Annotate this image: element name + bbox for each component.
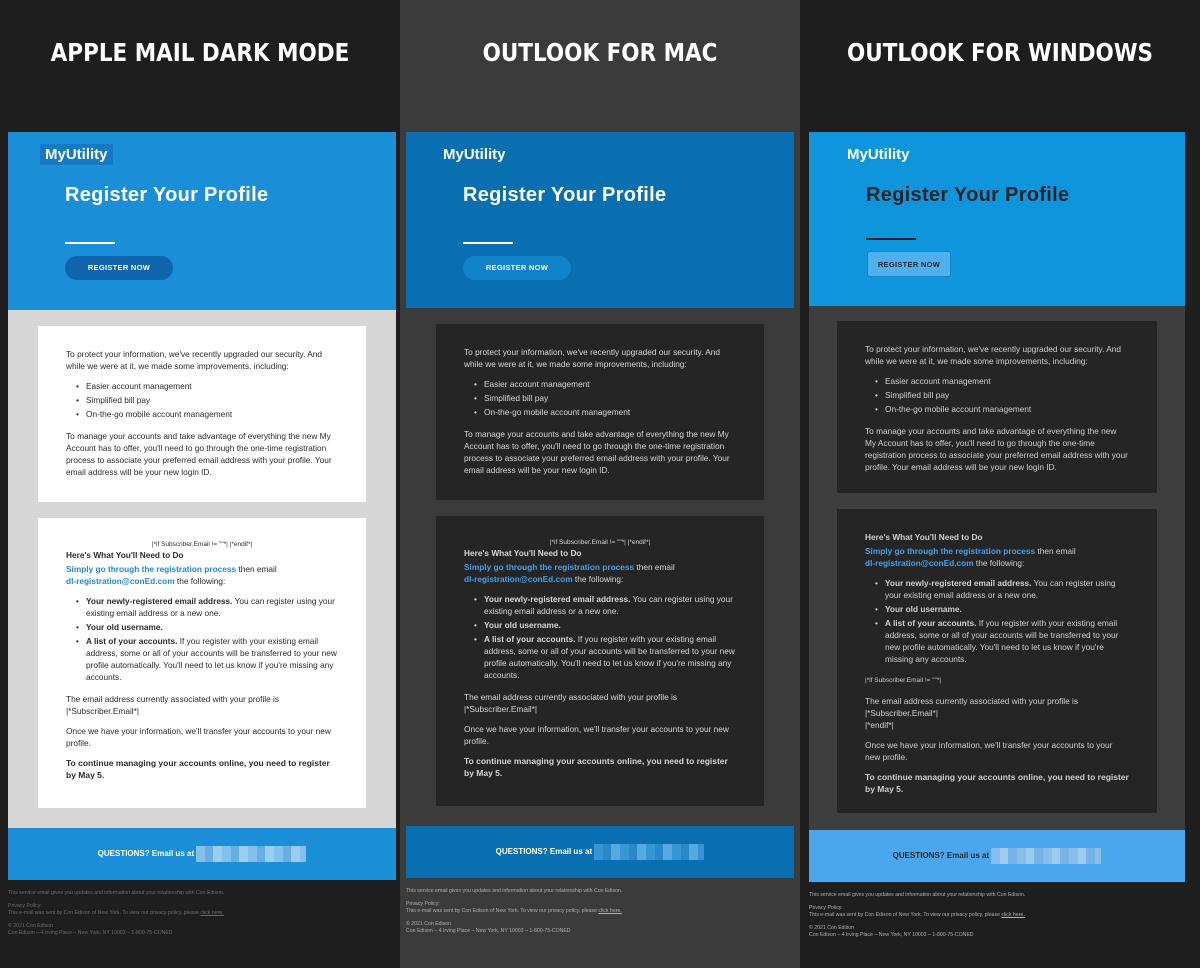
email-hero bbox=[809, 132, 1185, 306]
registration-instruction bbox=[865, 545, 1129, 569]
client-title: OUTLOOK FOR WINDOWS bbox=[846, 38, 1154, 67]
ampscript-text: |*if Subscriber.Email != ""*| |*endif*| bbox=[549, 539, 651, 546]
legal-footer bbox=[809, 882, 1185, 939]
questions-text: QUESTIONS? Email us at bbox=[97, 849, 195, 858]
list-item bbox=[76, 635, 338, 683]
instruction-text: then email bbox=[1035, 546, 1076, 556]
redacted-email[interactable] bbox=[196, 846, 306, 862]
cta-text: To continue managing your accounts online, you need to register by May 5. bbox=[464, 756, 728, 778]
list-item: • Simplified bill pay bbox=[875, 389, 1129, 401]
improvements-list bbox=[76, 380, 338, 420]
email-render bbox=[809, 132, 1185, 939]
instructions-card bbox=[436, 516, 764, 806]
email-hero bbox=[8, 132, 396, 310]
list-item: • On-the-go mobile account management bbox=[474, 406, 736, 418]
registration-link[interactable]: Simply go through the registration process bbox=[464, 562, 635, 572]
instructions-card bbox=[837, 509, 1157, 813]
item-bold: Your newly-registered email address. bbox=[86, 596, 233, 606]
registration-link[interactable]: Simply go through the registration process bbox=[66, 564, 237, 574]
ampscript-text: |*if Subscriber.Email != ""*| |*endif*| bbox=[151, 541, 253, 548]
legal-text: This e-mail was sent by Con Edison of New York. To view our privacy policy, please bbox=[809, 912, 1002, 918]
legal-text: © 2021 Con Edison bbox=[406, 921, 452, 927]
instruction-text: then email bbox=[634, 562, 675, 572]
registration-instruction bbox=[66, 563, 338, 587]
list-item: • Simplified bill pay bbox=[76, 394, 338, 406]
email-hero bbox=[406, 132, 794, 308]
privacy-link[interactable]: click here. bbox=[598, 908, 622, 914]
instruction-text: then email bbox=[236, 564, 277, 574]
questions-bar bbox=[8, 828, 396, 880]
intro-text: To protect your information, we've recently upgraded our security. And while we were at it, we made some improvements, including: bbox=[464, 347, 720, 369]
legal-text: © 2021 Con Edison bbox=[8, 923, 54, 929]
redacted-email[interactable] bbox=[991, 848, 1101, 864]
outlook-mac-panel bbox=[400, 0, 800, 968]
legal-text: This service email gives you updates and information about your relationship with Con Edison. bbox=[406, 888, 623, 894]
questions-bar bbox=[809, 830, 1185, 882]
list-item bbox=[875, 603, 1129, 615]
manage-text: To manage your accounts and take advantage of everything the new My Account has to offer, you'll need to go through the one-time registration process to associate your preferred email address with your profile. Your email address will be your new login ID. bbox=[464, 429, 730, 475]
list-item bbox=[875, 617, 1129, 665]
needs-list bbox=[76, 595, 338, 683]
hero-title: Register Your Profile bbox=[463, 184, 667, 206]
legal-footer bbox=[8, 880, 396, 937]
brand-logo: MyUtility bbox=[847, 146, 910, 163]
subscriber-email: |*Subscriber.Email*| bbox=[865, 708, 939, 718]
current-email-block bbox=[865, 695, 1129, 731]
brand-logo: MyUtility bbox=[40, 144, 113, 165]
legal-text: This service email gives you updates and information about your relationship with Con Edison. bbox=[809, 892, 1026, 898]
brand-logo: MyUtility bbox=[443, 146, 506, 163]
instruction-text: the following: bbox=[572, 574, 624, 584]
cta-text: To continue managing your accounts online, you need to register by May 5. bbox=[865, 772, 1129, 794]
legal-text: Con Edison – 4 Irving Place – New York, NY 10003 – 1-800-75-CONED bbox=[809, 932, 974, 938]
hero-divider bbox=[866, 238, 916, 240]
list-item bbox=[76, 595, 338, 619]
transfer-text: Once we have your information, we'll transfer your accounts to your new profile. bbox=[865, 740, 1113, 762]
privacy-link[interactable]: click here. bbox=[1001, 912, 1025, 918]
legal-text: Privacy Policy: bbox=[406, 901, 440, 907]
legal-text: This e-mail was sent by Con Edison of New York. To view our privacy policy, please bbox=[406, 908, 599, 914]
list-item bbox=[474, 593, 736, 617]
item-text: If you register with your existing email address, some or all of your accounts will be transferred to your new profile automatically. You'll need to let us know if you're missing any accounts. bbox=[86, 636, 337, 682]
instructions-card bbox=[38, 518, 366, 808]
intro-text: To protect your information, we've recently upgraded our security. And while we were at it, we made some improvements, including: bbox=[865, 344, 1121, 366]
item-bold: A list of your accounts. bbox=[86, 636, 178, 646]
legal-text: Con Edison – 4 Irving Place – New York, NY 10003 – 1-800-75-CONED bbox=[8, 930, 173, 936]
client-title: APPLE MAIL DARK MODE bbox=[50, 38, 350, 67]
cta-text: To continue managing your accounts online, you need to register by May 5. bbox=[66, 758, 330, 780]
current-email-text: The email address currently associated with your profile is bbox=[865, 696, 1079, 706]
improvements-list bbox=[474, 378, 736, 418]
dl-email-link[interactable]: dl-registration@conEd.com bbox=[464, 574, 573, 584]
item-text: You can register using your existing email address or a new one. bbox=[86, 596, 335, 618]
transfer-text: Once we have your information, we'll transfer your accounts to your new profile. bbox=[66, 726, 331, 748]
needs-list bbox=[875, 577, 1129, 665]
section-heading: Here's What You'll Need to Do bbox=[66, 550, 184, 560]
instruction-text: the following: bbox=[973, 558, 1025, 568]
item-text: You can register using your existing email address or a new one. bbox=[484, 594, 733, 616]
email-render bbox=[406, 132, 794, 935]
questions-bar bbox=[406, 826, 794, 878]
instruction-text: the following: bbox=[174, 576, 226, 586]
email-body bbox=[809, 306, 1185, 830]
list-item: • Simplified bill pay bbox=[474, 392, 736, 404]
hero-title: Register Your Profile bbox=[866, 184, 1070, 206]
intro-card bbox=[837, 321, 1157, 493]
improvements-list bbox=[875, 375, 1129, 415]
list-item bbox=[875, 577, 1129, 601]
item-bold: Your old username. bbox=[86, 622, 163, 632]
outlook-windows-panel bbox=[800, 0, 1200, 968]
legal-text: This service email gives you updates and information about your relationship with Con Edison. bbox=[8, 890, 225, 896]
ampscript-if: |*if Subscriber.Email != ""*| bbox=[865, 677, 942, 684]
email-body bbox=[406, 308, 794, 826]
intro-card bbox=[436, 324, 764, 500]
current-email-text: The email address currently associated with your profile is |*Subscriber.Email*| bbox=[464, 692, 678, 714]
dl-email-link[interactable]: dl-registration@conEd.com bbox=[865, 558, 974, 568]
questions-text: QUESTIONS? Email us at bbox=[495, 847, 593, 856]
intro-text: To protect your information, we've recently upgraded our security. And while we were at it, we made some improvements, including: bbox=[66, 349, 322, 371]
legal-footer bbox=[406, 878, 794, 935]
manage-text: To manage your accounts and take advantage of everything the new My Account has to offer, you'll need to go through the one-time registration process to associate your preferred email address with your profile. Your email address will be your new login ID. bbox=[865, 426, 1128, 472]
dl-email-link[interactable]: dl-registration@conEd.com bbox=[66, 576, 175, 586]
email-body bbox=[8, 310, 396, 828]
manage-text: To manage your accounts and take advantage of everything the new My Account has to offer, you'll need to go through the one-time registration process to associate your preferred email address with your profile. Your email address will be your new login ID. bbox=[66, 431, 332, 477]
item-text: You can register using your existing email address or a new one. bbox=[885, 578, 1116, 600]
questions-text: QUESTIONS? Email us at bbox=[892, 851, 990, 860]
list-item: • Easier account management bbox=[76, 380, 338, 392]
register-now-button[interactable]: REGISTER NOW bbox=[867, 251, 951, 277]
item-bold: A list of your accounts. bbox=[484, 634, 576, 644]
legal-text: This e-mail was sent by Con Edison of New York. To view our privacy policy, please bbox=[8, 910, 201, 916]
ampscript-endif: |*endif*| bbox=[865, 720, 894, 730]
legal-text: Privacy Policy: bbox=[809, 905, 843, 911]
item-bold: Your newly-registered email address. bbox=[484, 594, 631, 604]
section-heading: Here's What You'll Need to Do bbox=[865, 532, 983, 542]
item-bold: Your newly-registered email address. bbox=[885, 578, 1032, 588]
item-text: If you register with your existing email address, some or all of your accounts will be transferred to your new profile automatically. You'll need to let us know if you're missing any accounts. bbox=[885, 618, 1119, 664]
needs-list bbox=[474, 593, 736, 681]
legal-text: © 2021 Con Edison bbox=[809, 925, 855, 931]
privacy-link[interactable]: click here. bbox=[200, 910, 224, 916]
legal-text: Con Edison – 4 Irving Place – New York, NY 10003 – 1-800-75-CONED bbox=[406, 928, 571, 934]
item-bold: Your old username. bbox=[484, 620, 561, 630]
hero-title: Register Your Profile bbox=[65, 184, 269, 206]
list-item bbox=[474, 619, 736, 631]
email-render bbox=[8, 132, 396, 937]
intro-card bbox=[38, 326, 366, 502]
current-email-text: The email address currently associated with your profile is |*Subscriber.Email*| bbox=[66, 694, 280, 716]
redacted-email[interactable] bbox=[594, 844, 704, 860]
legal-text bbox=[406, 908, 794, 915]
register-now-button[interactable]: REGISTER NOW bbox=[65, 256, 173, 280]
hero-divider bbox=[65, 242, 115, 244]
register-now-button[interactable]: REGISTER NOW bbox=[463, 256, 571, 280]
legal-text bbox=[809, 912, 1185, 919]
section-heading: Here's What You'll Need to Do bbox=[464, 548, 582, 558]
item-bold: A list of your accounts. bbox=[885, 618, 977, 628]
registration-instruction bbox=[464, 561, 736, 585]
list-item bbox=[474, 633, 736, 681]
client-title: OUTLOOK FOR MAC bbox=[482, 38, 718, 67]
item-text: If you register with your existing email address, some or all of your accounts will be transferred to your new profile automatically. You'll need to let us know if you're missing any accounts. bbox=[484, 634, 735, 680]
list-item bbox=[76, 621, 338, 633]
list-item: • Easier account management bbox=[474, 378, 736, 390]
apple-mail-panel bbox=[0, 0, 400, 968]
list-item: • Easier account management bbox=[875, 375, 1129, 387]
list-item: • On-the-go mobile account management bbox=[76, 408, 338, 420]
legal-text bbox=[8, 910, 396, 917]
hero-divider bbox=[463, 242, 513, 244]
registration-link[interactable]: Simply go through the registration process bbox=[865, 546, 1036, 556]
transfer-text: Once we have your information, we'll transfer your accounts to your new profile. bbox=[464, 724, 729, 746]
legal-text: Privacy Policy: bbox=[8, 903, 42, 909]
item-bold: Your old username. bbox=[885, 604, 962, 614]
list-item: • On-the-go mobile account management bbox=[875, 403, 1129, 415]
